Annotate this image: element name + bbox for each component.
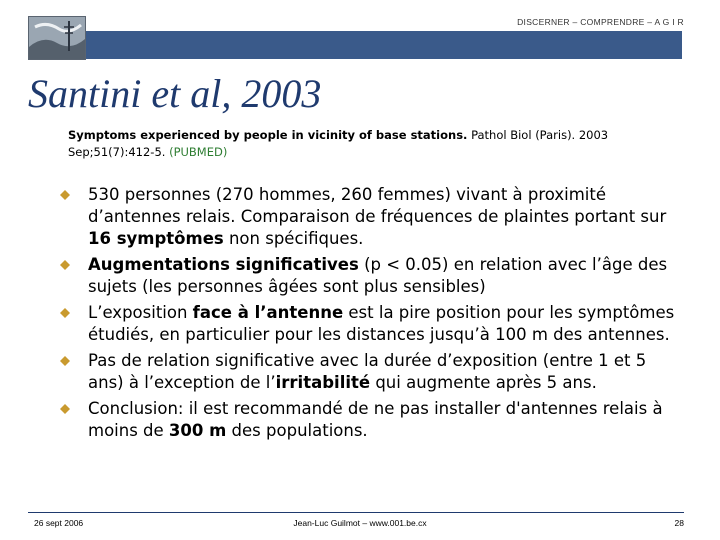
bullet-item (58, 184, 678, 250)
bullet-text-bold: face à l’antenne (192, 303, 344, 322)
bullet-text: des populations. (226, 421, 368, 440)
bullet-text-bold: Augmentations significatives (88, 255, 359, 274)
bullet-item (58, 302, 678, 346)
slide-title: Santini et al, 2003 (28, 71, 322, 116)
bullet-text: qui augmente après 5 ans. (370, 373, 597, 392)
diamond-bullet-icon (60, 190, 70, 200)
pubmed-link[interactable]: (PUBMED) (169, 145, 228, 159)
header-bar (86, 31, 682, 59)
bullet-text: L’exposition (88, 303, 193, 322)
diamond-bullet-icon (60, 356, 70, 366)
footer-divider (28, 512, 684, 513)
diamond-bullet-icon (60, 404, 70, 414)
reference-citation (68, 127, 668, 161)
antenna-landscape-logo (28, 16, 86, 60)
bullet-item (58, 254, 678, 298)
header-tagline: DISCERNER – COMPRENDRE – A G I R (517, 17, 684, 27)
bullet-text: est la pire position pour les symptômes étudiés, en particulier pour les distances jusqu’à 100 m des antennes. (88, 303, 675, 344)
diamond-bullet-icon (60, 260, 70, 270)
bullet-text: Pas de relation significative avec la durée d’exposition (entre 1 et 5 ans) à l’exception de l’ (88, 351, 647, 392)
bullet-text-bold: 16 symptômes (88, 229, 224, 248)
bullet-text: 530 personnes (270 hommes, 260 femmes) vivant à proximité d’antennes relais. Comparaison de fréquences de plaintes portant sur (88, 185, 667, 226)
bullet-text: (p < 0.05) en relation avec l’âge des sujets (les personnes âgées sont plus sensibles) (88, 255, 668, 296)
bullet-list (58, 184, 678, 446)
footer-author: Jean-Luc Guilmot – www.001.be.cx (293, 518, 427, 528)
footer-date: 26 sept 2006 (34, 518, 84, 528)
page-number: 28 (674, 518, 684, 528)
bullet-text-bold: 300 m (168, 421, 227, 440)
reference-title: Symptoms experienced by people in vicinity of base stations. (68, 128, 468, 142)
bullet-item (58, 398, 678, 442)
bullet-text-bold: irritabilité (275, 373, 371, 392)
bullet-item (58, 350, 678, 394)
bullet-text: non spécifiques. (223, 229, 364, 248)
bullet-text: Conclusion: il est recommandé de ne pas installer d'antennes relais à moins de (88, 399, 663, 440)
reference-journal: Pathol Biol (Paris). 2003 Sep;51(7):412-5. (68, 128, 609, 159)
diamond-bullet-icon (60, 308, 70, 318)
